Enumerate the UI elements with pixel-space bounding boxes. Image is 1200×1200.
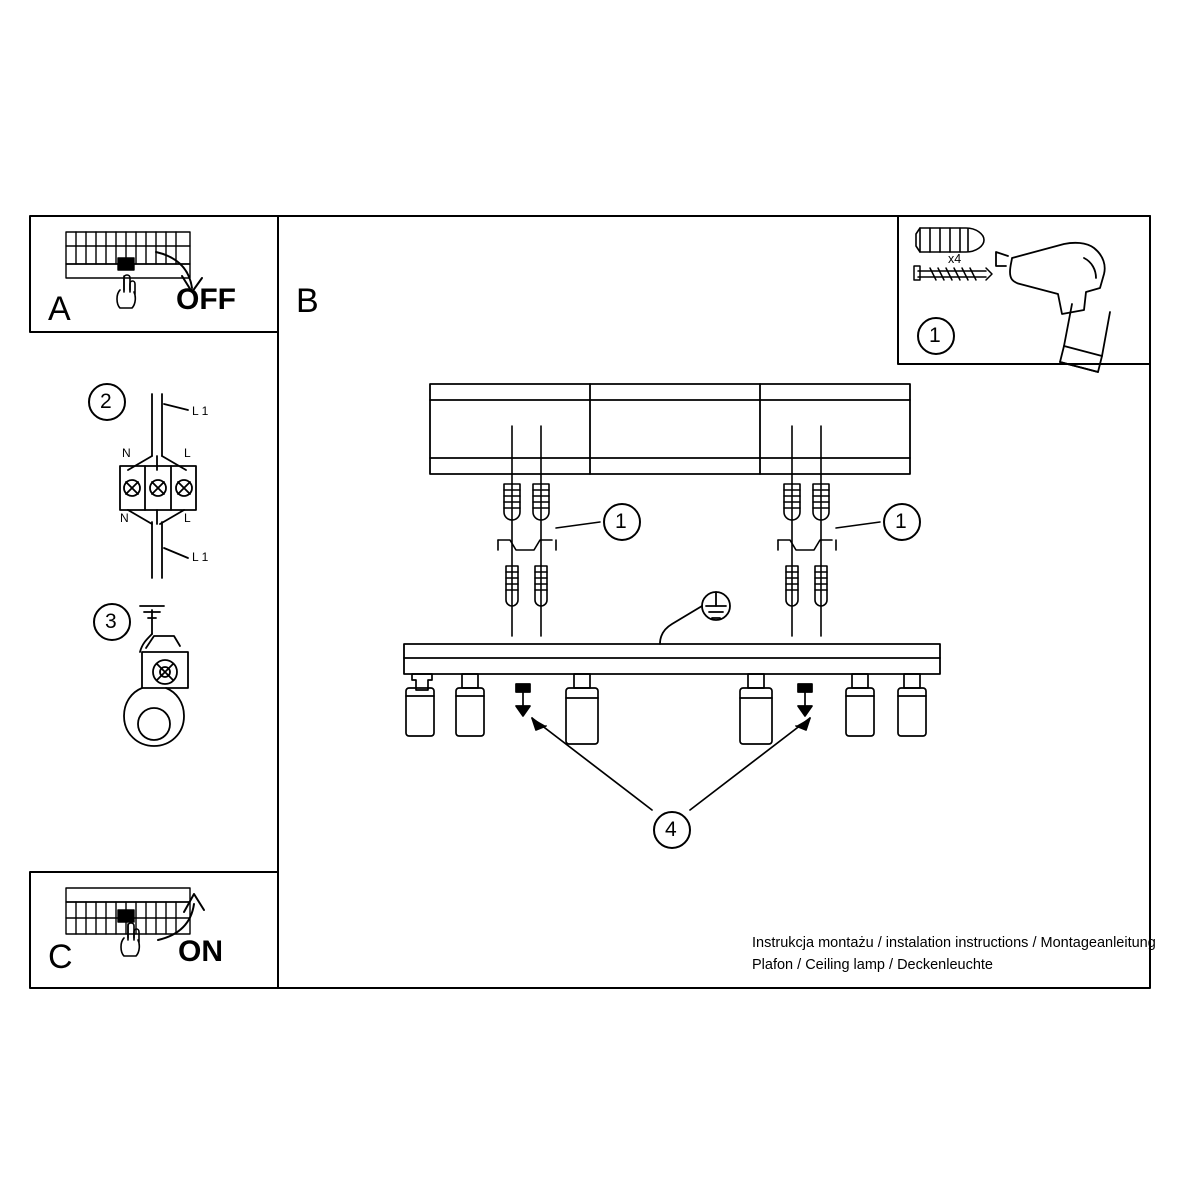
callout-label-1-right: 1 [895, 510, 907, 533]
spot-lights [406, 674, 926, 744]
panel-a-letter: A [48, 290, 72, 328]
step-label-3: 3 [105, 610, 117, 633]
callout-label-parts-1: 1 [929, 324, 941, 347]
ceiling-slab [430, 384, 910, 474]
terminal-block-diagram [120, 394, 196, 578]
earth-connection-diagram [124, 606, 188, 746]
terminal-label-l1-bottom: L 1 [192, 550, 209, 564]
spot-fixing-markers [516, 684, 812, 810]
callout-label-4: 4 [665, 818, 677, 841]
wall-plug-icon [916, 228, 984, 252]
parts-quantity-label: x4 [948, 252, 962, 266]
arrow-icon-c [158, 894, 204, 940]
panel-c-letter: C [48, 938, 74, 976]
footer-line-2: Plafon / Ceiling lamp / Deckenleuchte [752, 957, 993, 973]
panel-b-letter: B [296, 282, 320, 320]
callout-label-1-left: 1 [615, 510, 627, 533]
terminal-label-l1-top: L 1 [192, 404, 209, 418]
screw-icon [914, 266, 992, 280]
terminal-label-n-top: N [122, 446, 131, 460]
step-label-2: 2 [100, 390, 112, 413]
ceiling-lamp-bar [404, 644, 940, 674]
terminal-label-l-bottom: L [184, 511, 191, 525]
hand-icon-a [117, 275, 135, 308]
earth-ground-symbol-main [660, 592, 730, 644]
terminal-label-n-bottom: N [120, 511, 129, 525]
panel-b-frame [278, 216, 1150, 988]
panel-a-action-label: OFF [176, 283, 236, 316]
panel-c-action-label: ON [178, 935, 223, 968]
fuse-box-a [66, 232, 190, 278]
terminal-label-l-top: L [184, 446, 191, 460]
footer-line-1: Instrukcja montażu / instalation instructions / Montageanleitung [752, 935, 1156, 951]
power-drill-icon [996, 243, 1110, 372]
